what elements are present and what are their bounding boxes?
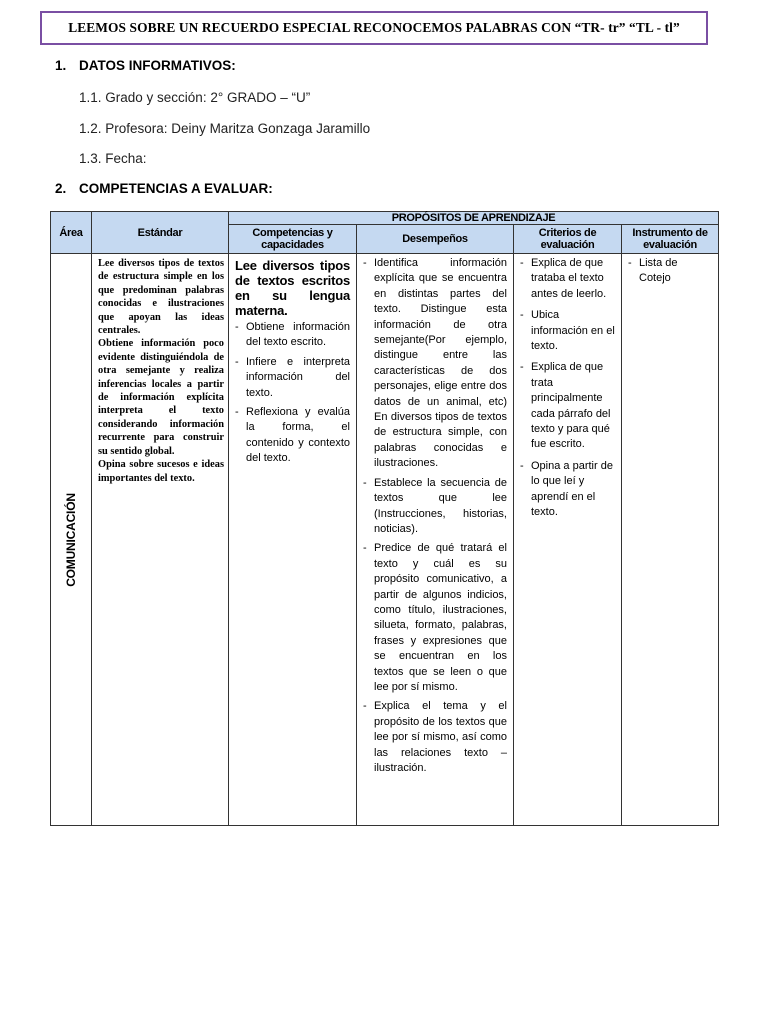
header-estandar: Estándar (92, 212, 229, 254)
info-grado: 1.1. Grado y sección: 2° GRADO – “U” (79, 90, 311, 105)
instrumento-cell (622, 254, 719, 826)
capacidad-item: - Reflexiona y evalúa la forma, el contenido y contexto del texto. (235, 405, 350, 467)
competencias-cell (229, 254, 357, 826)
desempeno-item: - Predice de qué tratará el texto y cuál es su propósito comunicativo, a partir de algunos indicios, como título, ilustraciones, silueta, formato, palabras, frases y expresiones que se encuentran en los textos que se leen o que lee por sí mismo. (363, 541, 507, 695)
info-fecha: 1.3. Fecha: (79, 151, 147, 166)
area-label: COMUNICACIÓN (64, 492, 78, 587)
criterio-item: - Opina a partir de lo que leí y aprendí en el texto. (520, 459, 617, 521)
competencias-table (50, 211, 719, 826)
desempenos-list (363, 256, 507, 776)
capacidades-list (235, 320, 350, 467)
area-cell (51, 254, 92, 826)
header-instrumento: Instrumento de evaluación (622, 225, 719, 254)
criterio-item: - Explica de que trataba el texto antes de leerlo. (520, 256, 617, 302)
estandar-paragraph: Obtiene información poco evidente distinguiéndola de otra semejante y realiza inferencias locales a partir de información explícita interpreta el texto considerando información recurrente para construir su sentido global. (98, 338, 224, 457)
header-desempenos: Desempeños (357, 225, 514, 254)
info-profesora: 1.2. Profesora: Deiny Maritza Gonzaga Jaramillo (79, 121, 371, 136)
document-title-text: LEEMOS SOBRE UN RECUERDO ESPECIAL RECONOCEMOS PALABRAS CON “TR- tr” “TL - tl” (68, 20, 680, 35)
section-number: 2. (55, 181, 67, 196)
desempeno-item: - Establece la secuencia de textos que lee (Instrucciones, historias, noticias). (363, 476, 507, 538)
header-area: Área (51, 212, 92, 254)
criterios-cell (514, 254, 622, 826)
criterio-item: - Ubica información en el texto. (520, 308, 617, 354)
desempenos-cell (357, 254, 514, 826)
section-competencias (55, 181, 273, 196)
header-criterios: Criterios de evaluación (514, 225, 622, 254)
instrumento-item: - Lista de Cotejo (628, 256, 712, 287)
capacidad-item: - Obtiene información del texto escrito. (235, 320, 350, 351)
estandar-cell (92, 254, 229, 826)
section-label: COMPETENCIAS A EVALUAR: (79, 181, 273, 196)
header-competencias: Competencias y capacidades (229, 225, 357, 254)
capacidad-item: - Infiere e interpreta información del texto. (235, 355, 350, 401)
section-datos-informativos (55, 58, 236, 73)
criterios-list (520, 256, 617, 521)
document-title (40, 11, 708, 45)
section-number: 1. (55, 58, 67, 73)
criterio-item: - Explica de que trata principalmente cada párrafo del texto y para qué fue escrito. (520, 360, 617, 452)
section-label: DATOS INFORMATIVOS: (79, 58, 236, 73)
header-propositos: PROPÓSITOS DE APRENDIZAJE (229, 212, 719, 225)
desempeno-item: - Identifica información explícita que se encuentra en distintas partes del texto. Distingue esta información de otra semejante(Por ejemplo, distingue entre las características de dos personajes, elige entre dos datos de un animal, etc) En diversos tipos de textos de estructura simple, con palabras conocidas e ilustraciones. (363, 256, 507, 472)
competencia-title: Lee diversos tipos de textos escritos en su lengua materna. (235, 258, 350, 318)
estandar-paragraph: Lee diversos tipos de textos de estructura simple en los que predominan palabras conocidas e ilustraciones que apoyan las ideas centrales. (98, 258, 224, 337)
instrumento-list (628, 256, 712, 287)
desempeno-item: - Explica el tema y el propósito de los textos que lee por sí mismo, así como las relaciones texto – ilustración. (363, 699, 507, 776)
estandar-paragraph: Opina sobre sucesos e ideas importantes del texto. (98, 459, 224, 484)
